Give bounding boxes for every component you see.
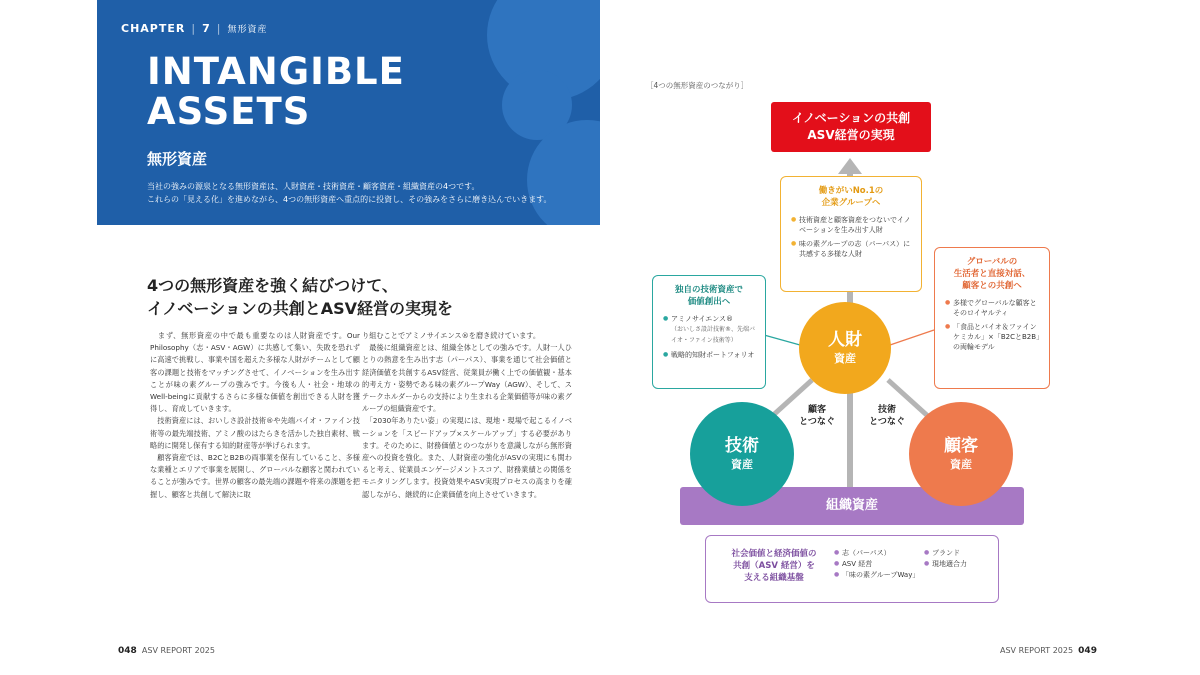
circle-label: 人財	[828, 330, 862, 350]
title-line: 社会価値と経済価値の	[731, 549, 817, 559]
chapter-title-jp: 無形資産	[147, 150, 208, 168]
hr-asset-box	[780, 176, 922, 292]
paragraph: 顧客資産では、B2CとB2Bの両事業を保有していること、多様な業種とエリアで事業を展開し、グローバルな顧客と関われていることが強みです。世界の顧客の最先端の課題や将来の課題を把握し、顧客と共創して解決に取	[150, 453, 360, 499]
list-item: ● 志（パーパス）	[834, 548, 919, 558]
chapter-name: 無形資産	[227, 25, 268, 35]
list-item: ● 「食品とバイオ＆ファインケミカル」×「B2CとB2B」の両輪モデル	[945, 322, 1043, 352]
org-box-title	[718, 548, 830, 584]
list-item-sub: （おいしさ設計技術®、先端バイオ・ファイン技術等）	[671, 326, 756, 344]
circle-label: 顧客	[944, 436, 978, 456]
chapter-label: CHAPTER | 7 | 無形資産	[121, 22, 268, 35]
title-line: 企業グループへ	[821, 198, 881, 208]
paragraph: 技術資産には、おいしさ設計技術®や先端バイオ・ファイン技術等の最先端技術、アミノ酸のはたらきを活かした独自素材、戦略的に開発し保有する知的財産等が挙げられます。	[150, 416, 360, 450]
connect-line: とつなぐ	[799, 417, 835, 427]
org-foundation-box	[705, 535, 999, 603]
paragraph: 「2030年ありたい姿」の実現には、現地・現場で起こるイノベーションを「スピードアップ×スケールアップ」する必要があります。そのために、財務価値とのつながりを意識しながら無形資産への投資を強化。また、人財資産の強化がASVの実現にも関わると考え、従業員エンゲージメントスコア、財務業績との関係をモニタリングします。投資効果やASV実現プロセスの高まりを確認しながら、継続的に企業価値を向上させていきます。	[362, 416, 572, 499]
list-item: ● 現地適合力	[924, 559, 967, 569]
list-item: ● 「味の素グループWay」	[834, 570, 919, 580]
list-item: ● ASV 経営	[834, 559, 919, 569]
title-line: 価値創出へ	[687, 297, 731, 307]
org-asset-bar: 組織資産	[680, 487, 1024, 525]
circle-sublabel: 資産	[950, 458, 972, 471]
customer-asset-box	[934, 247, 1050, 389]
cust-box-title	[935, 256, 1049, 292]
innovation-asv-box	[771, 102, 931, 152]
org-box-col1	[834, 548, 919, 581]
title-line: グローバルの	[966, 257, 1018, 267]
report-name: ASV REPORT 2025	[141, 646, 215, 655]
up-arrow-icon	[838, 158, 862, 174]
intro-line: これらの「見える化」を進めながら、4つの無形資産へ重点的に投資し、その強みをさらに磨き込んでいきます。	[147, 195, 552, 204]
title-line: 支える組織基盤	[744, 573, 804, 583]
hr-asset-circle	[799, 302, 891, 394]
top-box-line: ASV経営の実現	[807, 128, 895, 142]
connect-line: 技術	[877, 405, 896, 415]
title-line: 顧客との共創へ	[962, 281, 1022, 291]
list-item: ● 多様でグローバルな顧客とそのロイヤルティ	[945, 298, 1043, 318]
chapter-word: CHAPTER	[121, 22, 186, 35]
cust-box-connector	[890, 330, 934, 345]
paragraph: まず、無形資産の中で最も重要なのは人財資産です。Our Philosophy（志・ASV・AGW）に共感して集い、失敗を恐れずに高速で挑戦し、事業や国を超えた多様な人財がチームとして顧客の課題と技術をマッチングさせて、イノベーションを生み出すことが味の素グループの強みです。今後も人・社会・地球のWell-beingに貢献するさらに多様な価値を創出できる人財を獲得し、育成していきます。	[150, 331, 360, 414]
list-item: ● 戦略的知財ポートフォリオ	[663, 350, 759, 360]
title-line: 共創（ASV 経営）を	[733, 561, 815, 571]
tech-box-connector	[764, 335, 800, 345]
title-line: INTANGIBLE	[147, 50, 405, 93]
heading-line: 4つの無形資産を強く結びつけて、	[147, 276, 398, 295]
connect-line: 顧客	[807, 405, 826, 415]
connect-customer-label	[792, 404, 842, 428]
paragraph: り組むことでアミノサイエンス®を磨き続けています。	[362, 331, 541, 340]
tech-asset-box	[652, 275, 766, 389]
cust-box-list	[935, 298, 1049, 352]
diagram-caption: ［4つの無形資産のつながり］	[646, 81, 749, 90]
circle-label: 技術	[725, 436, 759, 456]
tech-box-list	[653, 314, 765, 360]
list-item: ● 味の素グループの志（パーパス）に共感する多様な人財	[791, 239, 915, 259]
intro-line: 当社の強みの源泉となる無形資産は、人財資産・技術資産・顧客資産・組織資産の4つです。	[147, 182, 480, 191]
org-box-col2	[924, 548, 967, 570]
page-number: 049	[1078, 646, 1097, 656]
list-item-text: アミノサイエンス®	[671, 315, 734, 323]
top-box-line: イノベーションの共創	[791, 111, 911, 125]
report-name: ASV REPORT 2025	[1000, 646, 1074, 655]
page-number: 048	[118, 646, 137, 656]
circle-sublabel: 資産	[731, 458, 753, 471]
hr-box-list	[781, 215, 921, 259]
connect-line: とつなぐ	[869, 417, 905, 427]
title-line: 生活者と直接対話、	[953, 269, 1031, 279]
hr-box-title	[781, 185, 921, 209]
circle-sublabel: 資産	[834, 352, 856, 365]
paragraph: 最後に組織資産とは、組織全体としての強みです。人財一人ひとりの熱意を生み出す志（パーパス）、事業を通じて社会価値と経済価値を共創するASV経営、従業員が働く上での価値観・基本的考え方・姿勢である味の素グループWay（AGW）、そして、ステークホルダーからの支持により生まれる企業価値等が味の素グループの組織資産です。	[362, 343, 572, 414]
list-item: ● ブランド	[924, 548, 967, 558]
heading-line: イノベーションの共創とASV経営の実現を	[147, 299, 454, 318]
tech-asset-circle	[690, 402, 794, 506]
title-line: ASSETS	[147, 90, 311, 133]
title-line: 独自の技術資産で	[674, 285, 743, 295]
title-line: 働きがいNo.1の	[818, 186, 884, 196]
chapter-number: 7	[202, 22, 211, 35]
list-item: ● 技術資産と顧客資産をつないでイノベーションを生み出す人財	[791, 215, 915, 235]
customer-asset-circle	[909, 402, 1013, 506]
connect-tech-label	[862, 404, 912, 428]
footer-right	[1000, 646, 1097, 656]
list-item	[663, 314, 759, 346]
tech-box-title	[653, 284, 765, 308]
